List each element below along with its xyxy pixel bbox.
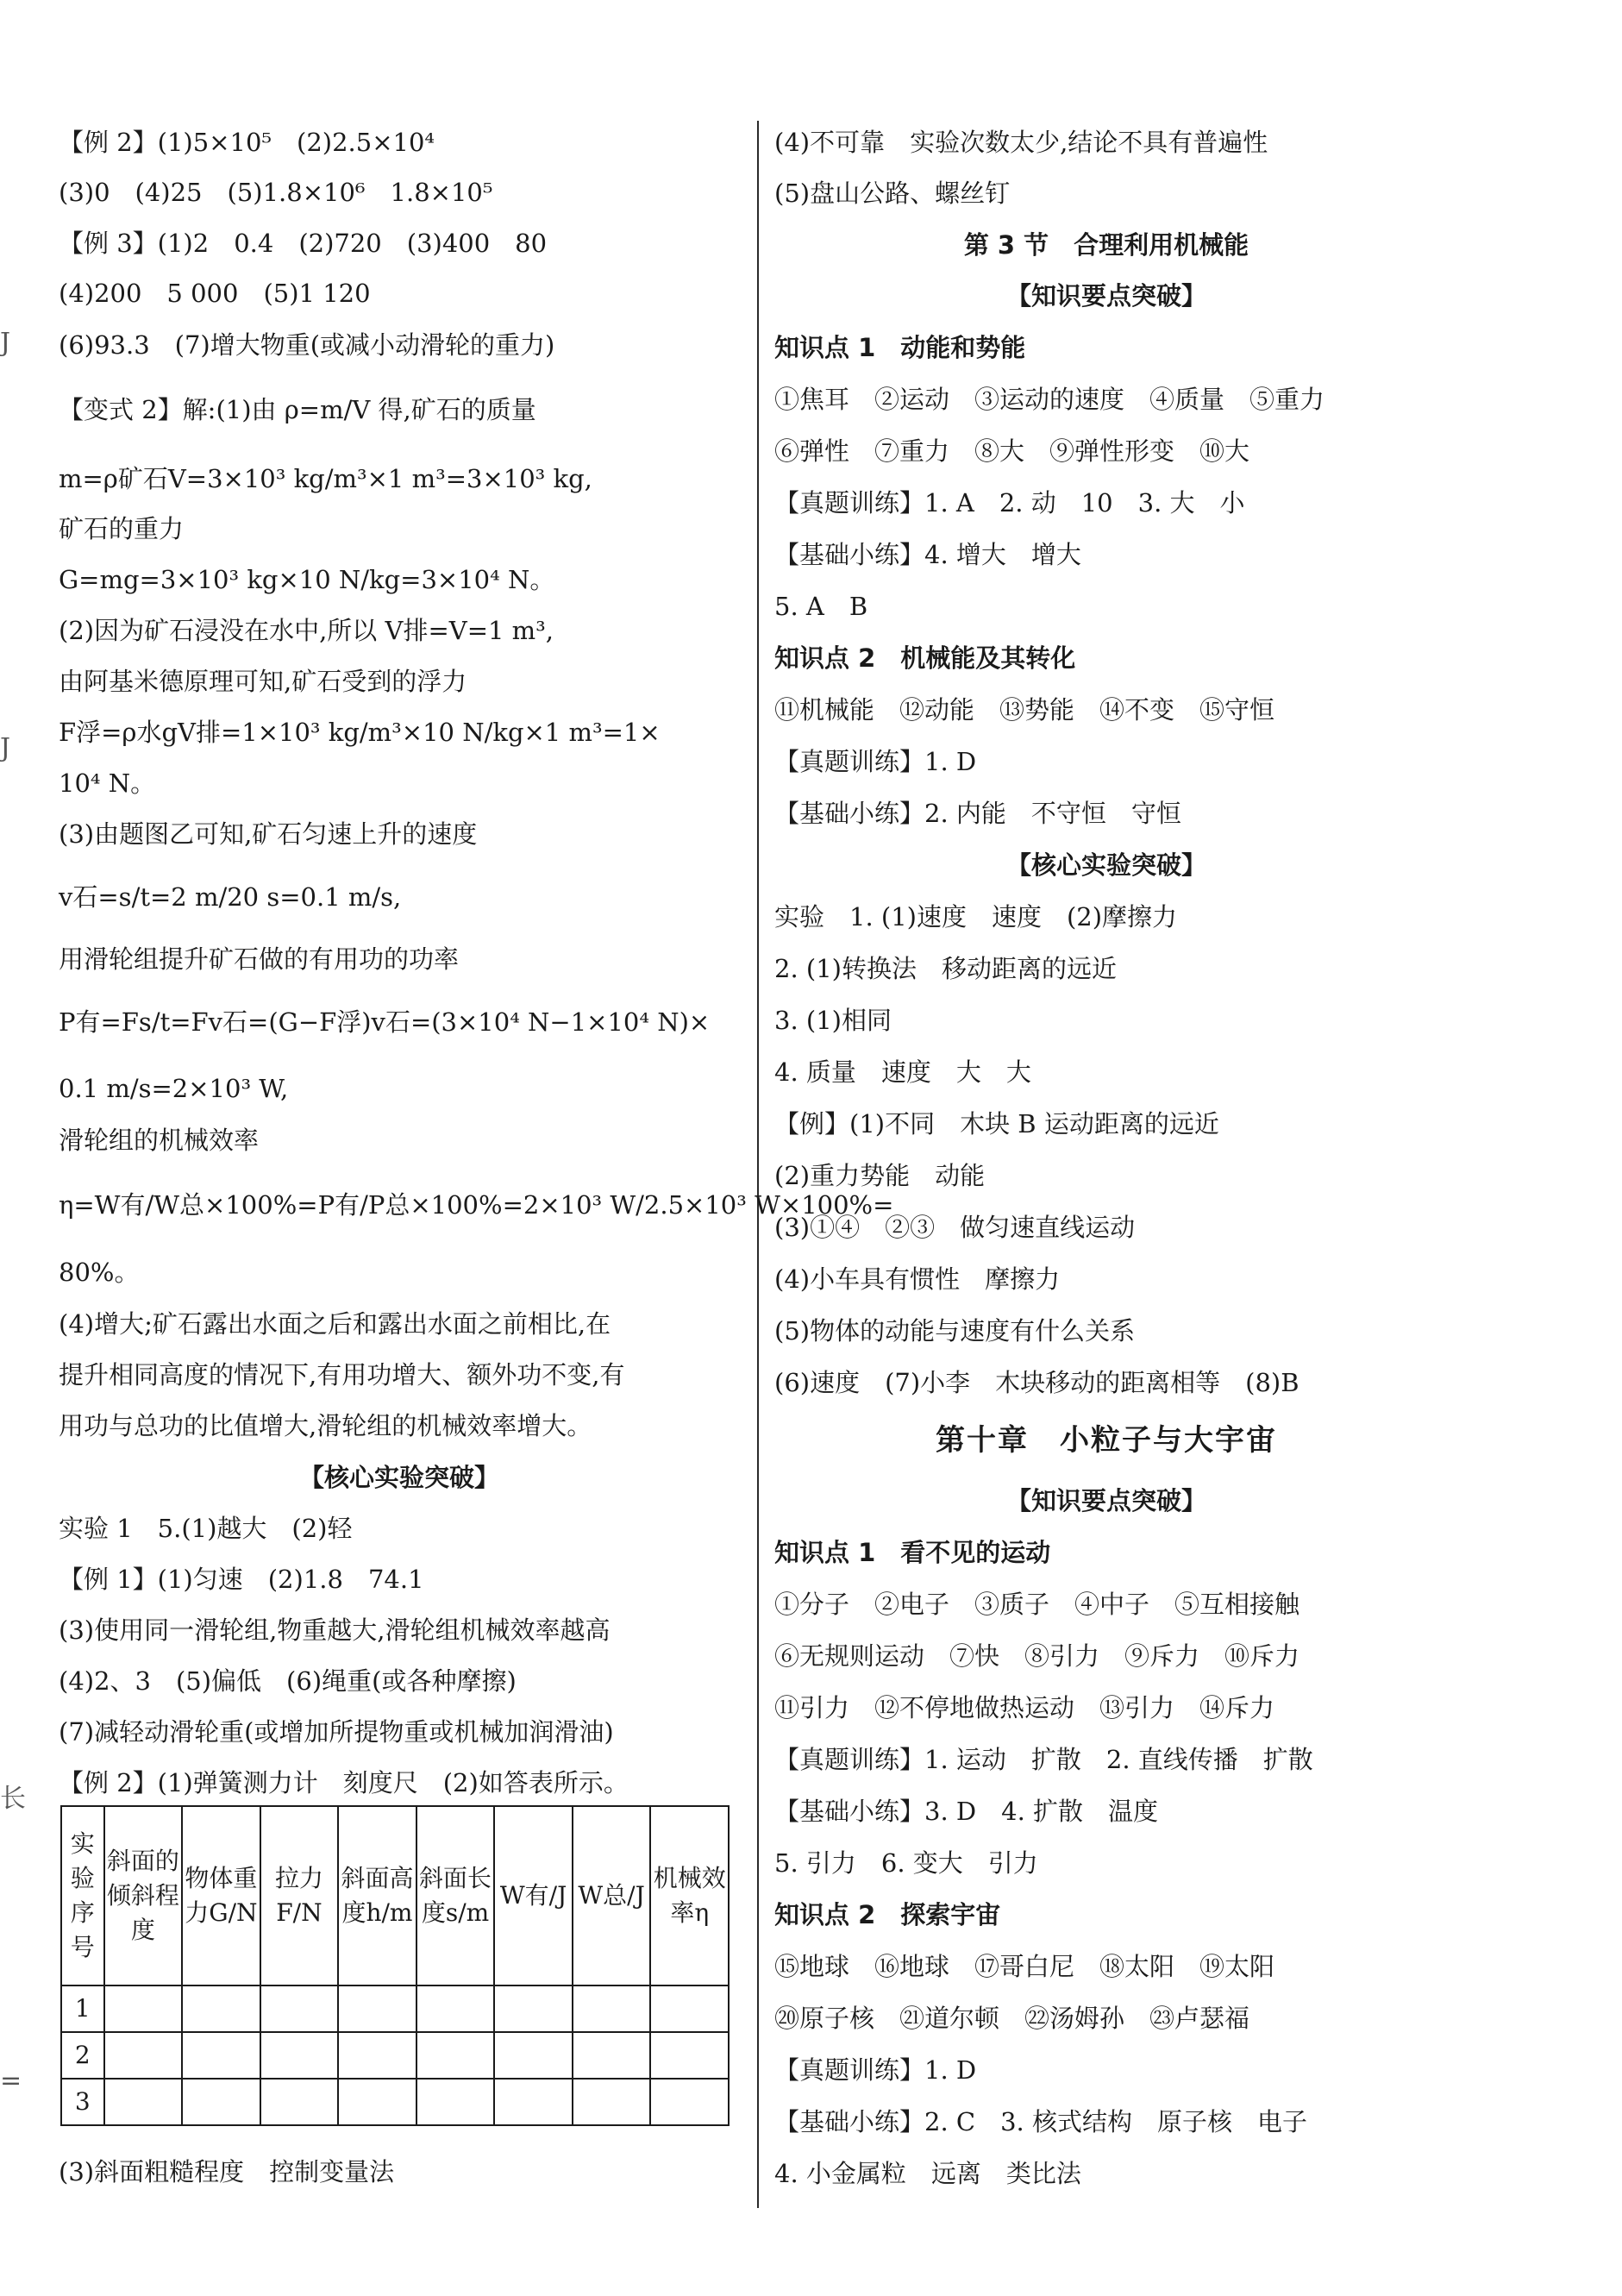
- table-row: [61, 2079, 729, 2125]
- text-line: 【例 2】(1)弹簧测力计 刻度尺 (2)如答表所示。: [59, 1768, 629, 1797]
- text-line: (4)小车具有惯性 摩擦力: [774, 1264, 1061, 1294]
- text-line: ⑪引力 ⑫不停地做热运动 ⑬引力 ⑭斥力: [774, 1693, 1275, 1722]
- text-line: (4)200 5 000 (5)1 120: [59, 279, 371, 308]
- table-header-cell: 斜面长度s/m: [416, 1806, 495, 1985]
- knowledge-point-heading: 知识点 1 动能和势能: [774, 333, 1026, 362]
- text-line: m=ρ矿石V=3×10³ kg/m³×1 m³=3×10³ kg,: [59, 464, 592, 493]
- text-line: ①焦耳 ②运动 ③运动的速度 ④质量 ⑤重力: [774, 385, 1325, 414]
- text-line: 5. 引力 6. 变大 引力: [774, 1848, 1038, 1878]
- text-line: 用滑轮组提升矿石做的有用功的功率: [59, 944, 460, 974]
- section-title: 第 3 节 合理利用机械能: [963, 230, 1249, 260]
- table-header-row: [61, 1806, 729, 1985]
- text-line: ⑮地球 ⑯地球 ⑰哥白尼 ⑱太阳 ⑲太阳: [774, 1952, 1275, 1981]
- knowledge-point-heading: 知识点 2 探索宇宙: [774, 1900, 1001, 1929]
- table-row: [61, 1985, 729, 2032]
- text-line: 80%。: [59, 1258, 140, 1287]
- text-line: G=mg=3×10³ kg×10 N/kg=3×10⁴ N。: [59, 565, 555, 594]
- table-header-cell: 机械效率η: [650, 1806, 729, 1985]
- text-line: 【基础小练】3. D 4. 扩散 温度: [774, 1797, 1159, 1826]
- table-cell: 2: [61, 2032, 104, 2079]
- edge-mark: =: [0, 2066, 22, 2096]
- column-divider: [757, 121, 759, 2208]
- text-line: (2)因为矿石浸没在水中,所以 V排=V=1 m³,: [59, 616, 554, 645]
- text-line: 【真题训练】1. A 2. 动 10 3. 大 小: [774, 488, 1245, 518]
- text-line: (2)重力势能 动能: [774, 1161, 986, 1190]
- text-line: 提升相同高度的情况下,有用功增大、额外功不变,有: [59, 1360, 625, 1390]
- text-line: v石=s/t=2 m/20 s=0.1 m/s,: [59, 882, 402, 912]
- text-line: 【真题训练】1. D: [774, 747, 977, 776]
- text-line: 【基础小练】2. C 3. 核式结构 原子核 电子: [774, 2107, 1307, 2136]
- table-header-cell: 物体重力G/N: [182, 1806, 260, 1985]
- table-cell: 3: [61, 2079, 104, 2125]
- text-line: ⑥弹性 ⑦重力 ⑧大 ⑨弹性形变 ⑩大: [774, 436, 1250, 466]
- text-line: (6)93.3 (7)增大物重(或减小动滑轮的重力): [59, 330, 555, 360]
- section-heading: 【核心实验突破】: [1005, 850, 1206, 880]
- edge-mark: J: [0, 328, 11, 358]
- table-row: [61, 2032, 729, 2079]
- text-line: (3)使用同一滑轮组,物重越大,滑轮组机械效率越高: [59, 1615, 611, 1645]
- text-line: 【真题训练】1. 运动 扩散 2. 直线传播 扩散: [774, 1745, 1313, 1774]
- text-line: 0.1 m/s=2×10³ W,: [59, 1074, 289, 1103]
- text-line: (7)减轻动滑轮重(或增加所提物重或机械加润滑油): [59, 1717, 614, 1747]
- text-line: 由阿基米德原理可知,矿石受到的浮力: [59, 667, 467, 696]
- text-line: 滑轮组的机械效率: [59, 1126, 260, 1155]
- text-line: 【基础小练】4. 增大 增大: [774, 540, 1081, 569]
- text-line: (5)盘山公路、螺丝钉: [774, 179, 1011, 208]
- text-line: 10⁴ N。: [59, 768, 156, 798]
- knowledge-point-heading: 知识点 2 机械能及其转化: [774, 643, 1076, 673]
- text-line: (5)物体的动能与速度有什么关系: [774, 1316, 1136, 1346]
- text-line: ⑪机械能 ⑫动能 ⑬势能 ⑭不变 ⑮守恒: [774, 695, 1275, 725]
- table-header-cell: 实验序号: [61, 1806, 104, 1985]
- text-line: P有=Fs/t=Fv石=(G−F浮)v石=(3×10⁴ N−1×10⁴ N)×: [59, 1007, 711, 1037]
- text-line: (3)①④ ②③ 做匀速直线运动: [774, 1213, 1136, 1242]
- text-line: (4)不可靠 实验次数太少,结论不具有普遍性: [774, 128, 1268, 157]
- text-line: η=W有/W总×100%=P有/P总×100%=2×10³ W/2.5×10³ W×100%=: [59, 1190, 894, 1220]
- text-line: 【例 1】(1)匀速 (2)1.8 74.1: [59, 1565, 424, 1594]
- section-heading: 【知识要点突破】: [1005, 281, 1206, 311]
- experiment-table: [60, 1805, 730, 2126]
- text-line: 【例 2】(1)5×10⁵ (2)2.5×10⁴: [59, 128, 435, 157]
- text-line: 4. 质量 速度 大 大: [774, 1057, 1031, 1087]
- table-header-cell: W有/J: [494, 1806, 573, 1985]
- text-line: 4. 小金属粒 远离 类比法: [774, 2159, 1081, 2188]
- table-cell: 1: [61, 1985, 104, 2032]
- text-line: (3)0 (4)25 (5)1.8×10⁶ 1.8×10⁵: [59, 178, 493, 207]
- text-line: 【基础小练】2. 内能 不守恒 守恒: [774, 799, 1181, 828]
- table-header-cell: 拉力F/N: [260, 1806, 339, 1985]
- text-line: (4)2、3 (5)偏低 (6)绳重(或各种摩擦): [59, 1666, 517, 1696]
- text-line: (3)由题图乙可知,矿石匀速上升的速度: [59, 819, 478, 849]
- text-line: 【例】(1)不同 木块 B 运动距离的远近: [774, 1109, 1219, 1139]
- knowledge-point-heading: 知识点 1 看不见的运动: [774, 1538, 1051, 1567]
- text-line: 3. (1)相同: [774, 1006, 892, 1035]
- text-line: (4)增大;矿石露出水面之后和露出水面之前相比,在: [59, 1309, 611, 1339]
- text-line: 实验 1 5.(1)越大 (2)轻: [59, 1514, 353, 1543]
- text-line: 用功与总功的比值增大,滑轮组的机械效率增大。: [59, 1411, 592, 1440]
- edge-mark: J: [0, 733, 11, 763]
- text-line: 矿石的重力: [59, 514, 185, 543]
- text-line: 【变式 2】解:(1)由 ρ=m/V 得,矿石的质量: [59, 395, 536, 424]
- section-heading: 【知识要点突破】: [1005, 1486, 1206, 1515]
- text-line: 【真题训练】1. D: [774, 2055, 977, 2085]
- text-line: 实验 1. (1)速度 速度 (2)摩擦力: [774, 902, 1178, 932]
- table-header-cell: 斜面的倾斜程度: [104, 1806, 183, 1985]
- edge-mark: 长: [0, 1784, 26, 1814]
- text-line: (6)速度 (7)小李 木块移动的距离相等 (8)B: [774, 1368, 1299, 1397]
- text-line: 【例 3】(1)2 0.4 (2)720 (3)400 80: [59, 229, 548, 258]
- text-line: ⑳原子核 ㉑道尔顿 ㉒汤姆孙 ㉓卢瑟福: [774, 2004, 1250, 2033]
- text-line: 2. (1)转换法 移动距离的远近: [774, 954, 1117, 983]
- table-header-cell: W总/J: [573, 1806, 651, 1985]
- text-line: ①分子 ②电子 ③质子 ④中子 ⑤互相接触: [774, 1590, 1300, 1619]
- text-line: ⑥无规则运动 ⑦快 ⑧引力 ⑨斥力 ⑩斥力: [774, 1641, 1300, 1671]
- text-line: (3)斜面粗糙程度 控制变量法: [59, 2157, 395, 2186]
- section-heading: 【核心实验突破】: [298, 1463, 499, 1492]
- table-header-cell: 斜面高度h/m: [338, 1806, 416, 1985]
- text-line: 5. A B: [774, 592, 868, 621]
- chapter-title: 第十章 小粒子与大宇宙: [936, 1423, 1277, 1458]
- text-line: F浮=ρ水gV排=1×10³ kg/m³×10 N/kg×1 m³=1×: [59, 718, 661, 747]
